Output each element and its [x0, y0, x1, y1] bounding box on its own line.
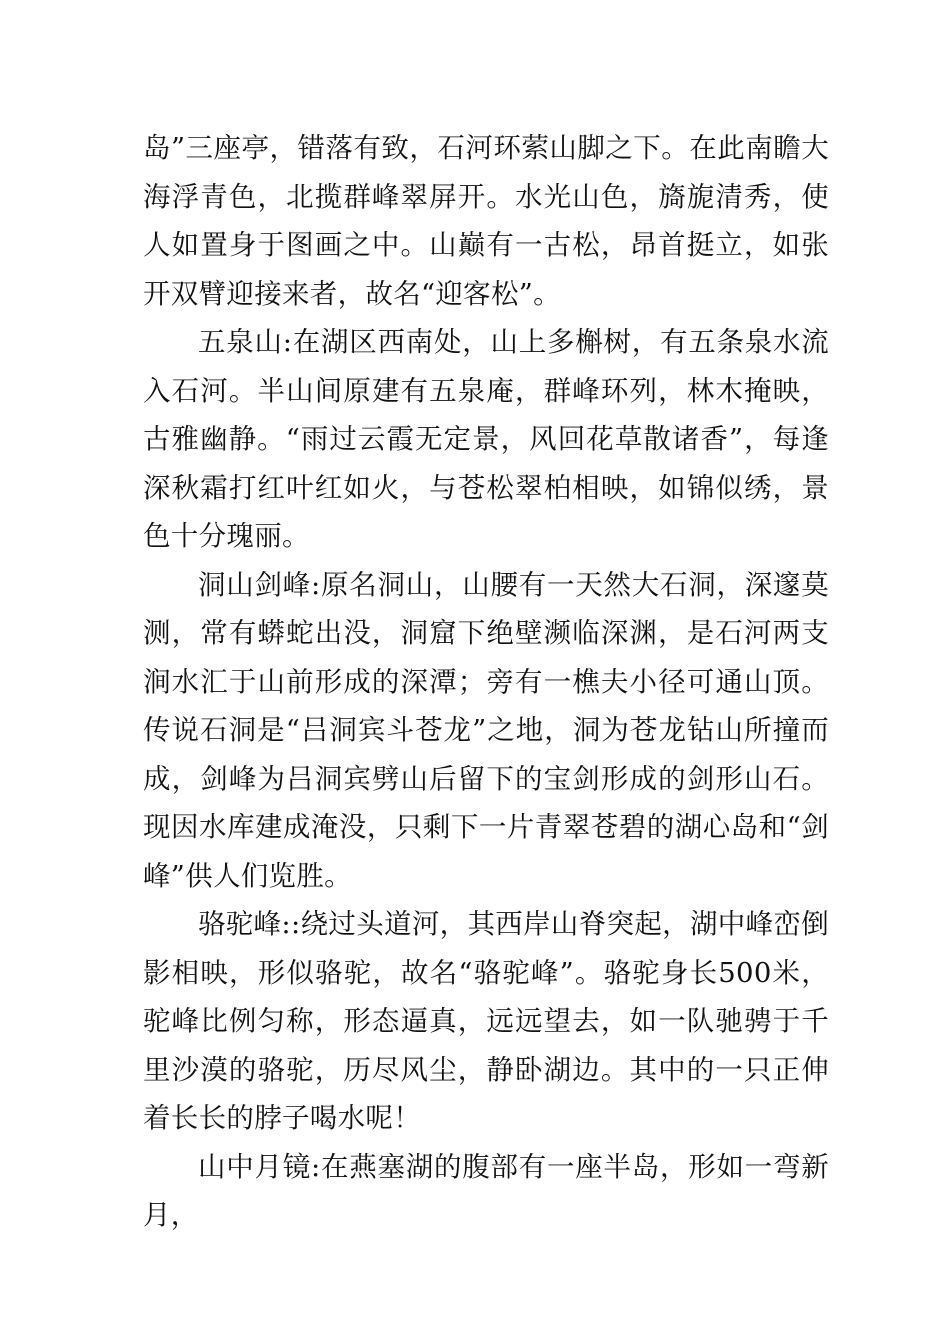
paragraph-shanzhong-yuejing: 山中月镜:在燕塞湖的腹部有一座半岛，形如一弯新月，	[143, 1150, 829, 1231]
document-body	[143, 124, 829, 1240]
paragraph-dongshan-jianfeng: 洞山剑峰:原名洞山，山腰有一天然大石洞，深邃莫测，常有蟒蛇出没，洞窟下绝壁濒临深渊，是石河两支涧水汇于山前形成的深潭；旁有一樵夫小径可通山顶。传说石洞是“吕洞宾斗苍龙”之地，洞为苍龙钻山所撞而成，剑峰为吕洞宾劈山后留下的宝剑形成的剑形山石。现因水库建成淹没，只剩下一片青翠苍碧的湖心岛和“剑峰”供人们览胜。	[143, 568, 829, 892]
paragraph-yingkesong-continued: 岛”三座亭，错落有致，石河环萦山脚之下。在此南瞻大海浮青色，北揽群峰翠屏开。水光山色，旖旎清秀，使人如置身于图画之中。山巅有一古松，昂首挺立，如张开双臂迎接来者，故名“迎客松”。	[143, 132, 829, 310]
paragraph-wuquanshan: 五泉山:在湖区西南处，山上多槲树，有五条泉水流入石河。半山间原建有五泉庵，群峰环列，林木掩映，古雅幽静。“雨过云霞无定景，风回花草散诸香”，每逢深秋霜打红叶红如火，与苍松翠柏相映，如锦似绣，景色十分瑰丽。	[143, 326, 829, 552]
paragraph-luotuofeng: 骆驼峰::绕过头道河，其西岸山脊突起，湖中峰峦倒影相映，形似骆驼，故名“骆驼峰”。骆驼身长500米，驼峰比例匀称，形态逼真，远远望去，如一队驰骋于千里沙漠的骆驼，历尽风尘，静卧湖边。其中的一只正伸着长长的脖子喝水呢！	[143, 908, 829, 1134]
